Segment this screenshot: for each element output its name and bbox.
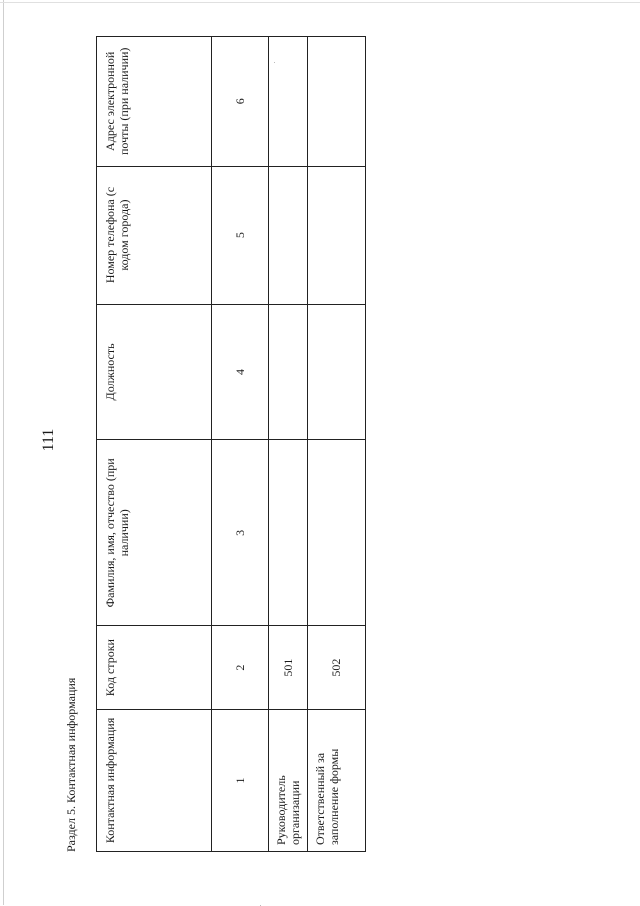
phone-cell[interactable] <box>269 166 308 304</box>
header-email: Адрес электронной почты (при наличии) <box>97 37 212 167</box>
contact-info-table <box>96 36 366 852</box>
position-cell[interactable] <box>269 304 308 440</box>
column-number: 1 <box>212 709 269 851</box>
column-number: 5 <box>212 166 269 304</box>
column-number: 2 <box>212 626 269 710</box>
column-number-row <box>212 37 269 852</box>
header-position: Должность <box>97 304 212 440</box>
scan-speck <box>274 62 275 63</box>
row-code: 502 <box>307 626 365 710</box>
page-number: 111 <box>40 428 57 452</box>
phone-cell[interactable] <box>307 166 365 304</box>
header-phone: Номер телефона (с кодом города) <box>97 166 212 304</box>
position-cell[interactable] <box>307 304 365 440</box>
table-row <box>269 37 308 852</box>
column-number: 4 <box>212 304 269 440</box>
header-full-name: Фамилия, имя, отчество (при наличии) <box>97 440 212 626</box>
section-title: Раздел 5. Контактная информация <box>64 677 78 852</box>
header-row-code: Код строки <box>97 626 212 710</box>
column-number: 6 <box>212 37 269 167</box>
email-cell[interactable] <box>269 37 308 167</box>
email-cell[interactable] <box>307 37 365 167</box>
name-cell[interactable] <box>269 440 308 626</box>
row-label: Руководитель организации <box>269 709 308 851</box>
row-code: 501 <box>269 626 308 710</box>
column-number: 3 <box>212 440 269 626</box>
table-row <box>307 37 365 852</box>
row-label: Ответственный за заполнение формы <box>307 709 365 851</box>
name-cell[interactable] <box>307 440 365 626</box>
header-row <box>97 37 212 852</box>
header-contact-info: Контактная информация <box>97 709 212 851</box>
